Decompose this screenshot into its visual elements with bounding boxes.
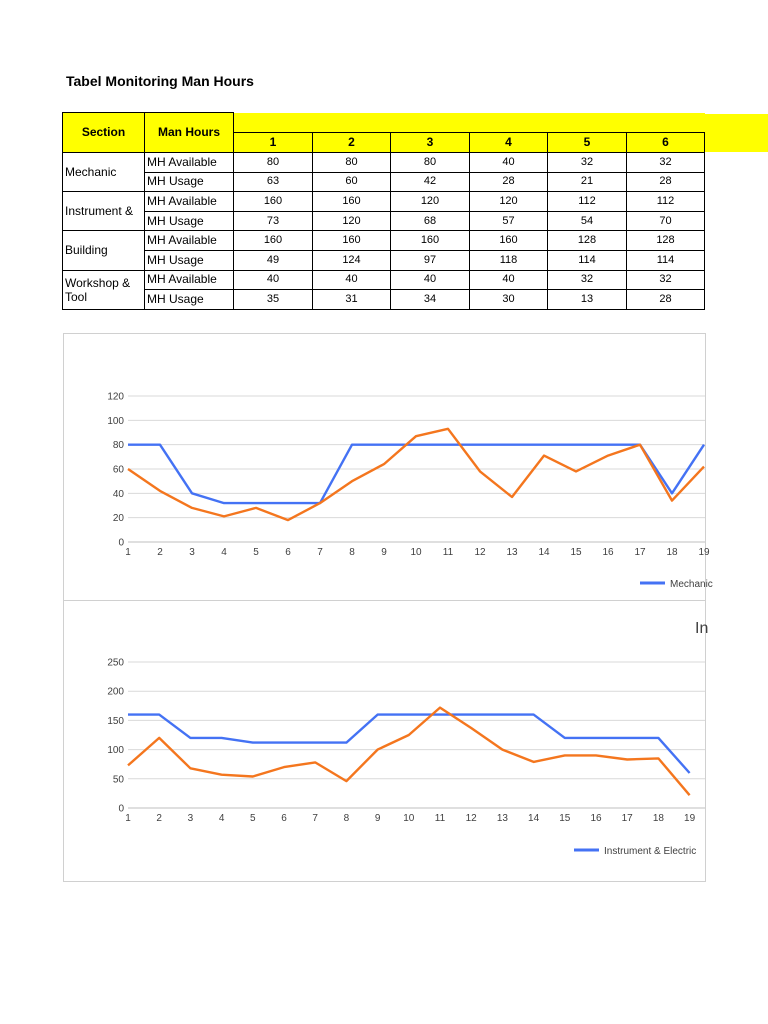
- x-tick-label: 1: [125, 813, 131, 824]
- x-tick-label: 11: [442, 547, 454, 558]
- y-tick-label: 60: [112, 464, 124, 476]
- series-line-usage: [128, 429, 704, 520]
- x-tick-label: 16: [602, 547, 614, 558]
- value-cell: 28: [627, 172, 705, 192]
- y-tick-label: 0: [118, 803, 124, 815]
- value-cell: 28: [470, 172, 548, 192]
- y-tick-label: 250: [107, 657, 124, 669]
- value-cell: 40: [313, 270, 391, 290]
- value-cell: 40: [470, 153, 548, 173]
- value-cell: 128: [627, 231, 705, 251]
- y-tick-label: 40: [112, 488, 124, 500]
- value-cell: 21: [548, 172, 627, 192]
- x-tick-label: 15: [559, 813, 571, 824]
- x-tick-label: 8: [343, 813, 350, 824]
- y-tick-label: 120: [107, 391, 124, 403]
- header-spacer: [234, 113, 705, 133]
- value-cell: 49: [234, 250, 313, 270]
- header-man-hours: Man Hours: [145, 113, 234, 153]
- x-tick-label: 5: [250, 813, 256, 824]
- value-cell: 114: [548, 250, 627, 270]
- value-cell: 73: [234, 211, 313, 231]
- x-tick-label: 12: [465, 813, 477, 824]
- value-cell: 160: [313, 231, 391, 251]
- man-hours-type-cell: MH Usage: [145, 172, 234, 192]
- x-tick-label: 19: [684, 813, 696, 824]
- value-cell: 97: [391, 250, 470, 270]
- section-cell: Instrument &: [63, 192, 145, 231]
- value-cell: 80: [234, 153, 313, 173]
- value-cell: 120: [313, 211, 391, 231]
- legend-label: Mechanic: [670, 579, 713, 590]
- x-tick-label: 9: [381, 547, 387, 558]
- value-cell: 40: [234, 270, 313, 290]
- value-cell: 118: [470, 250, 548, 270]
- x-tick-label: 7: [317, 547, 323, 558]
- value-cell: 160: [234, 192, 313, 212]
- x-tick-label: 3: [187, 813, 194, 824]
- value-cell: 30: [470, 290, 548, 310]
- value-cell: 40: [470, 270, 548, 290]
- x-tick-label: 5: [253, 547, 259, 558]
- value-cell: 32: [548, 153, 627, 173]
- x-tick-label: 7: [312, 813, 318, 824]
- value-cell: 32: [627, 270, 705, 290]
- x-tick-label: 14: [538, 547, 550, 558]
- value-cell: 160: [313, 192, 391, 212]
- value-cell: 112: [548, 192, 627, 212]
- section-cell: Workshop & Tool: [63, 270, 145, 309]
- value-cell: 42: [391, 172, 470, 192]
- y-tick-label: 20: [112, 513, 124, 525]
- legend-label: Instrument & Electric: [604, 846, 697, 857]
- value-cell: 54: [548, 211, 627, 231]
- value-cell: 120: [470, 192, 548, 212]
- value-cell: 28: [627, 290, 705, 310]
- x-tick-label: 2: [157, 547, 163, 558]
- man-hours-table: [62, 112, 705, 310]
- x-tick-label: 13: [506, 547, 518, 558]
- chart-instrument: [63, 600, 709, 882]
- x-tick-label: 3: [189, 547, 195, 558]
- x-tick-label: 2: [156, 813, 162, 824]
- man-hours-type-cell: MH Available: [145, 231, 234, 251]
- value-cell: 160: [391, 231, 470, 251]
- value-cell: 68: [391, 211, 470, 231]
- table-row: [63, 250, 705, 270]
- x-tick-label: 6: [281, 813, 287, 824]
- value-cell: 34: [391, 290, 470, 310]
- x-tick-label: 8: [349, 547, 355, 558]
- value-cell: 160: [470, 231, 548, 251]
- series-line-available: [128, 715, 690, 773]
- chart-title: In: [695, 620, 709, 637]
- value-cell: 114: [627, 250, 705, 270]
- table-row: [63, 192, 705, 212]
- x-tick-label: 4: [221, 547, 227, 558]
- x-tick-label: 9: [374, 813, 381, 824]
- value-cell: 13: [548, 290, 627, 310]
- x-tick-label: 12: [474, 547, 486, 558]
- header-section: Section: [63, 113, 145, 153]
- x-tick-label: 11: [434, 813, 446, 824]
- man-hours-type-cell: MH Available: [145, 270, 234, 290]
- table-row: [63, 270, 705, 290]
- value-cell: 32: [627, 153, 705, 173]
- man-hours-type-cell: MH Usage: [145, 211, 234, 231]
- y-tick-label: 50: [112, 774, 124, 786]
- day-header: 5: [548, 132, 627, 152]
- y-tick-label: 100: [107, 745, 124, 757]
- x-tick-label: 15: [570, 547, 582, 558]
- table-row: [63, 153, 705, 173]
- value-cell: 60: [313, 172, 391, 192]
- table-row: [63, 290, 705, 310]
- y-tick-label: 150: [107, 715, 124, 727]
- x-tick-label: 10: [410, 547, 422, 558]
- x-tick-label: 1: [125, 547, 131, 558]
- section-cell: Building: [63, 231, 145, 270]
- value-cell: 112: [627, 192, 705, 212]
- value-cell: 57: [470, 211, 548, 231]
- day-header: 6: [627, 132, 705, 152]
- man-hours-type-cell: MH Usage: [145, 290, 234, 310]
- chart-instrument-plot: [64, 601, 709, 881]
- day-header: 3: [391, 132, 470, 152]
- value-cell: 80: [313, 153, 391, 173]
- y-tick-label: 0: [118, 537, 124, 549]
- value-cell: 160: [234, 231, 313, 251]
- x-tick-label: 17: [634, 547, 646, 558]
- x-tick-label: 16: [590, 813, 602, 824]
- value-cell: 35: [234, 290, 313, 310]
- value-cell: 128: [548, 231, 627, 251]
- man-hours-type-cell: MH Usage: [145, 250, 234, 270]
- value-cell: 124: [313, 250, 391, 270]
- day-header: 4: [470, 132, 548, 152]
- y-tick-label: 80: [112, 440, 124, 452]
- value-cell: 31: [313, 290, 391, 310]
- x-tick-label: 13: [496, 813, 508, 824]
- table-row: [63, 231, 705, 251]
- x-tick-label: 18: [666, 547, 678, 558]
- table-row: [63, 172, 705, 192]
- man-hours-type-cell: MH Available: [145, 153, 234, 173]
- y-tick-label: 200: [107, 686, 124, 698]
- x-tick-label: 19: [698, 547, 710, 558]
- table-row: [63, 211, 705, 231]
- value-cell: 32: [548, 270, 627, 290]
- x-tick-label: 4: [218, 813, 225, 824]
- value-cell: 70: [627, 211, 705, 231]
- page-title: Tabel Monitoring Man Hours: [66, 73, 254, 89]
- section-cell: Mechanic: [63, 153, 145, 192]
- day-header: 1: [234, 132, 313, 152]
- value-cell: 40: [391, 270, 470, 290]
- man-hours-type-cell: MH Available: [145, 192, 234, 212]
- value-cell: 63: [234, 172, 313, 192]
- x-tick-label: 17: [621, 813, 633, 824]
- x-tick-label: 18: [652, 813, 664, 824]
- chart-mechanic-plot: [64, 334, 713, 601]
- day-header: 2: [313, 132, 391, 152]
- x-tick-label: 10: [403, 813, 415, 824]
- value-cell: 120: [391, 192, 470, 212]
- y-tick-label: 100: [107, 415, 124, 427]
- table-header-row: [63, 113, 705, 133]
- chart-mechanic: [63, 333, 713, 602]
- value-cell: 80: [391, 153, 470, 173]
- x-tick-label: 6: [285, 547, 291, 558]
- x-tick-label: 14: [528, 813, 540, 824]
